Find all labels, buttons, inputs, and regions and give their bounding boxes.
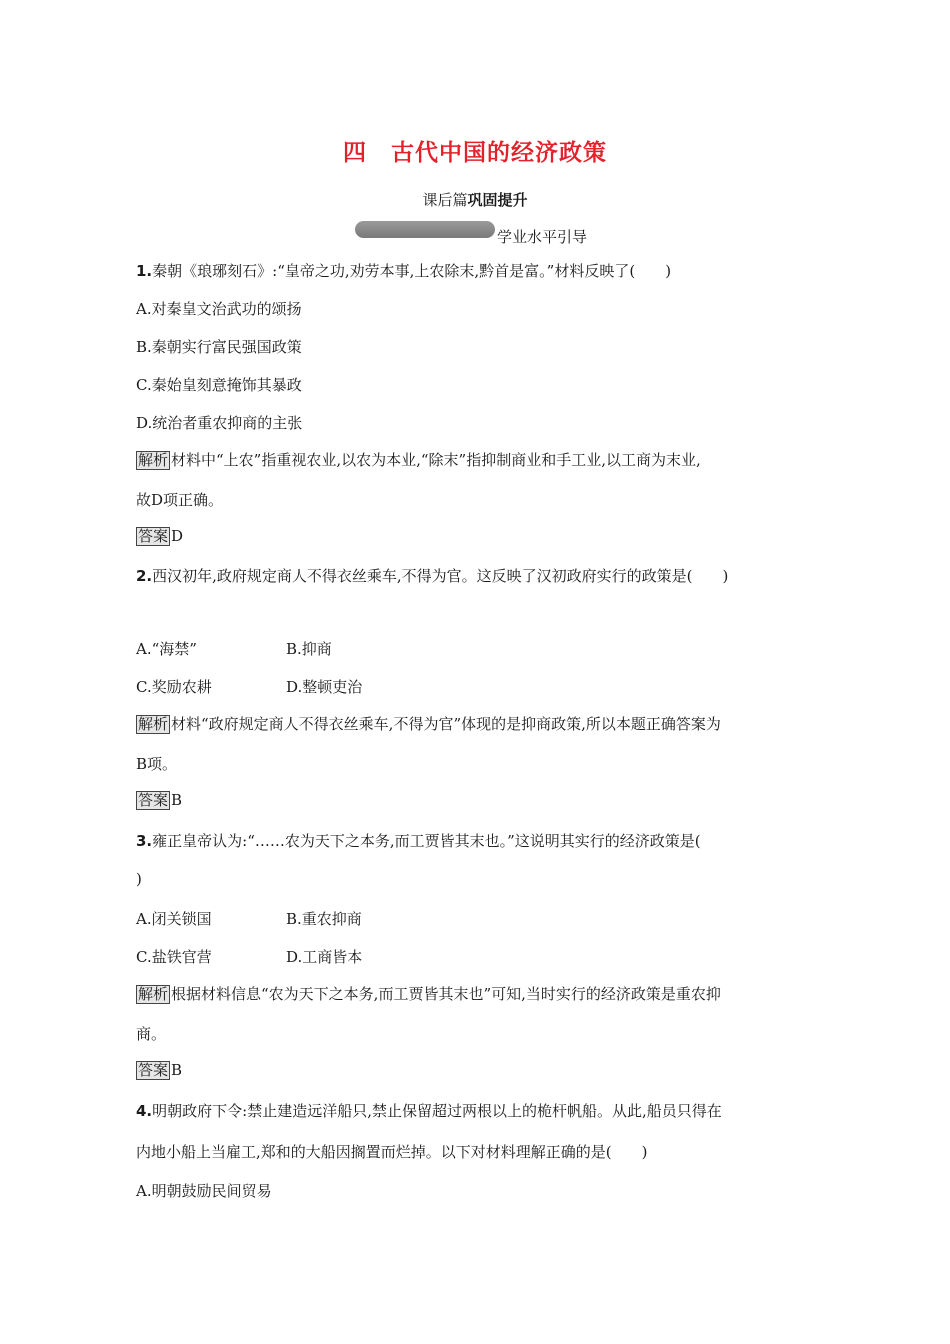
question-1-option-c: C.秦始皇刻意掩饰其暴政: [136, 376, 302, 394]
analysis-tag: 解析: [138, 451, 169, 469]
option-d: D.工商皆本: [286, 948, 363, 966]
answer-tag: 答案: [138, 1061, 169, 1079]
question-1-analysis: [136, 449, 701, 470]
subtitle-bold: 巩固提升: [467, 191, 528, 209]
analysis-tag: 解析: [138, 985, 169, 1003]
question-2-analysis-cont: B项。: [136, 755, 178, 773]
question-1-option-d: D.统治者重农抑商的主张: [136, 414, 303, 432]
analysis-text: 根据材料信息“农为天下之本务,而工贾皆其末也”可知,当时实行的经济政策是重农抑: [171, 985, 721, 1003]
question-number: 1.: [136, 262, 153, 280]
analysis-tag: 解析: [138, 715, 169, 733]
option-b: B.重农抑商: [286, 910, 362, 928]
question-3-analysis: [136, 983, 721, 1004]
section-label: 学业水平引导: [497, 228, 588, 246]
option-b: B.抑商: [286, 640, 332, 658]
question-text: 秦朝《琅琊刻石》:“皇帝之功,劝劳本事,上农除末,黔首是富。”材料反映了( ): [152, 262, 672, 280]
option-c: C.奖励农耕: [136, 678, 212, 696]
question-3-stem: [136, 830, 701, 851]
question-text: 西汉初年,政府规定商人不得衣丝乘车,不得为官。这反映了汉初政府实行的政策是( ): [152, 567, 729, 585]
option-d: D.整顿吏治: [286, 678, 363, 696]
question-2-analysis: [136, 713, 721, 734]
question-4-stem: [136, 1100, 722, 1121]
question-3-options-row-1: [136, 908, 362, 929]
question-3-answer: [136, 1061, 182, 1080]
analysis-text: 材料中“上农”指重视农业,以农为本业,“除末”指抑制商业和手工业,以工商为末业,: [171, 451, 701, 469]
question-text: 雍正皇帝认为:“……农为天下之本务,而工贾皆其末也。”这说明其实行的经济政策是(: [152, 832, 701, 850]
question-2-answer: [136, 791, 182, 810]
question-1-option-b: B.秦朝实行富民强国政策: [136, 338, 302, 356]
answer-tag: 答案: [138, 791, 169, 809]
section-bar: [355, 221, 495, 238]
question-number: 4.: [136, 1102, 153, 1120]
question-3-options-row-2: [136, 946, 363, 967]
option-a: A.闭关锁国: [136, 910, 212, 928]
page-subtitle: [0, 189, 950, 210]
question-number: 2.: [136, 567, 153, 585]
question-3-stem-cont: ): [136, 870, 142, 888]
answer-value: B: [171, 1061, 183, 1079]
question-number: 3.: [136, 832, 153, 850]
question-2-stem: [136, 565, 728, 586]
question-4-stem-cont: 内地小船上当雇工,郑和的大船因搁置而烂掉。以下对材料理解正确的是( ): [136, 1143, 648, 1161]
answer-tag: 答案: [138, 527, 169, 545]
option-a: A.“海禁”: [136, 640, 197, 658]
option-c: C.盐铁官营: [136, 948, 212, 966]
question-2-options-row-1: [136, 638, 332, 659]
question-text: 明朝政府下令:禁止建造远洋船只,禁止保留超过两根以上的桅杆帆船。从此,船员只得在: [152, 1102, 722, 1120]
answer-value: D: [171, 527, 184, 545]
question-1-analysis-cont: 故D项正确。: [136, 491, 224, 509]
page-title: 四 古代中国的经济政策: [343, 140, 607, 166]
question-1-answer: [136, 527, 183, 546]
question-1-option-a: A.对秦皇文治武功的颂扬: [136, 300, 302, 318]
analysis-text: 材料“政府规定商人不得衣丝乘车,不得为官”体现的是抑商政策,所以本题正确答案为: [171, 715, 721, 733]
question-4-option-a: A.明朝鼓励民间贸易: [136, 1182, 272, 1200]
question-1-stem: [136, 260, 671, 281]
question-3-analysis-cont: 商。: [136, 1025, 167, 1043]
answer-value: B: [171, 791, 183, 809]
subtitle-plain: 课后篇: [422, 191, 468, 209]
question-2-options-row-2: [136, 676, 363, 697]
